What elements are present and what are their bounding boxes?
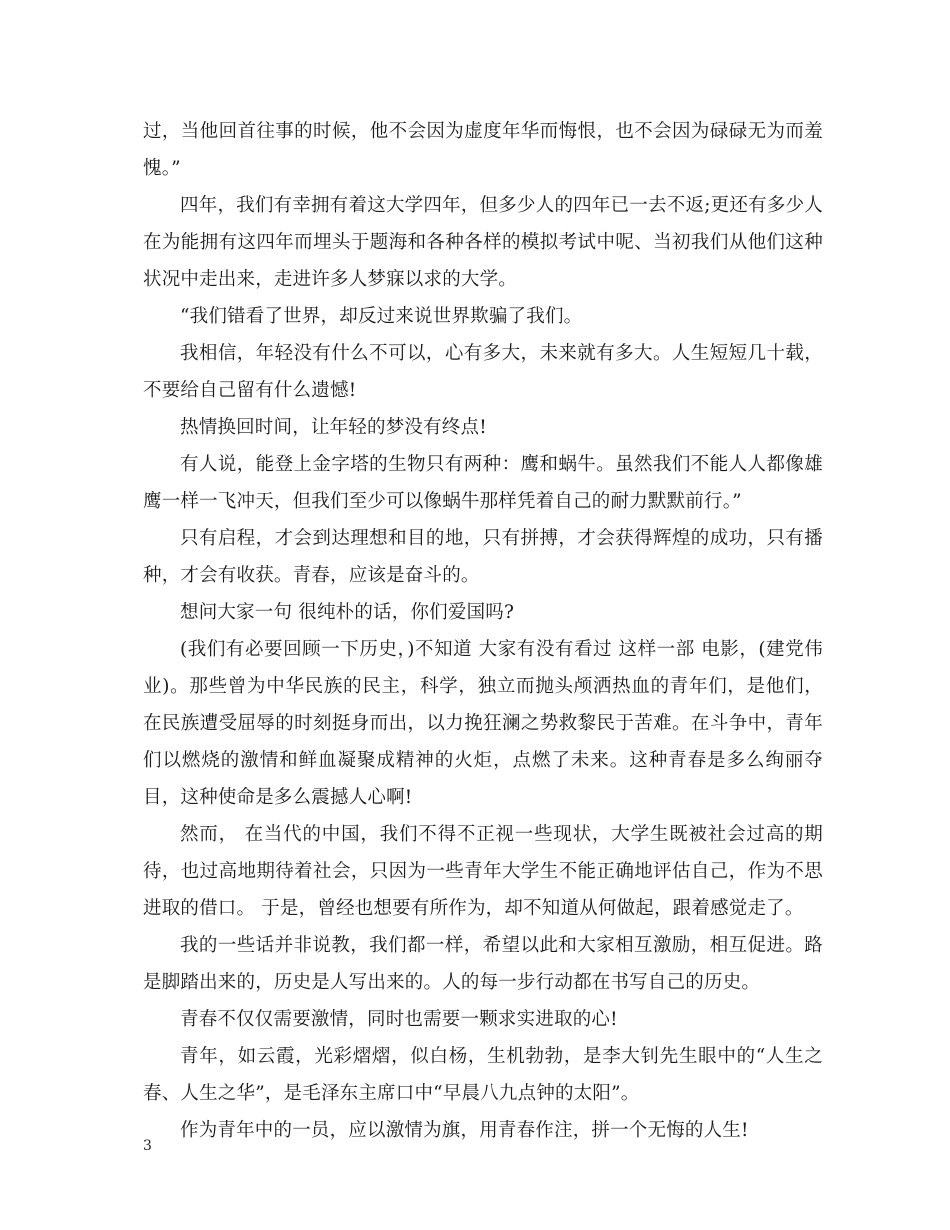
paragraph-9: (我们有必要回顾一下历史，)不知道 大家有没有看过 这样一部 电影，(建党伟业)。那些曾为中华民族的民主，科学，独立而抛头颅洒热血的青年们，是他们，在民族遭受屈辱的时刻挺身而出，以力挽狂澜之势救黎民于苦难。在斗争中，青年们以燃烧的激情和鲜血凝聚成精神的火炬，点燃了未来。这种青春是多么绚丽夺目，这种使命是多么震撼人心啊! [143,639,823,808]
paragraph-7: 只有启程，才会到达理想和目的地，只有拼搏，才会获得辉煌的成功，只有播种，才会有收获。青春，应该是奋斗的。 [143,528,823,586]
paragraph-12: 青春不仅仅需要激情，同时也需要一颗求实进取的心! [180,1009,618,1030]
document-body [143,113,823,1149]
paragraph-14: 作为青年中的一员，应以激情为旗，用青春作注，拼一个无悔的人生! [180,1120,749,1141]
paragraph-2: 四年，我们有幸拥有着这大学四年，但多少人的四年已一去不返;更还有多少人在为能拥有这四年而埋头于题海和各种各样的模拟考试中呢、当初我们从他们这种状况中走出来，走进许多人梦寐以求的大学。 [143,195,823,290]
paragraph-10: 然而， 在当代的中国，我们不得不正视一些现状，大学生既被社会过高的期待，也过高地期待着社会，只因为一些青年大学生不能正确地评估自己，作为不思进取的借口。 于是，曾经也想要有所作为，却不知道从何做起，跟着感觉走了。 [143,824,823,919]
paragraph-3: “我们错看了世界，却反过来说世界欺骗了我们。 [180,306,583,327]
paragraph-5: 热情换回时间，让年轻的梦没有终点! [180,417,487,438]
paragraph-11: 我的一些话并非说教，我们都一样，希望以此和大家相互激励，相互促进。路是脚踏出来的，历史是人写出来的。人的每一步行动都在书写自己的历史。 [143,935,823,993]
paragraph-1: 过，当他回首往事的时候，他不会因为虚度年华而悔恨，也不会因为碌碌无为而羞愧。” [143,121,823,179]
paragraph-8: 想问大家一句 很纯朴的话，你们爱国吗? [180,602,515,623]
paragraph-4: 我相信，年轻没有什么不可以，心有多大，未来就有多大。人生短短几十载，不要给自己留有什么遗憾! [143,343,823,401]
paragraph-6: 有人说，能登上金字塔的生物只有两种：鹰和蜗牛。虽然我们不能人人都像雄鹰一样一飞冲天，但我们至少可以像蜗牛那样凭着自己的耐力默默前行。” [143,454,823,512]
page-number: 3 [143,1138,152,1154]
paragraph-13: 青年，如云霞，光彩熠熠，似白杨，生机勃勃，是李大钊先生眼中的“人生之春、人生之华”，是毛泽东主席口中“早晨八九点钟的太阳”。 [143,1046,823,1104]
